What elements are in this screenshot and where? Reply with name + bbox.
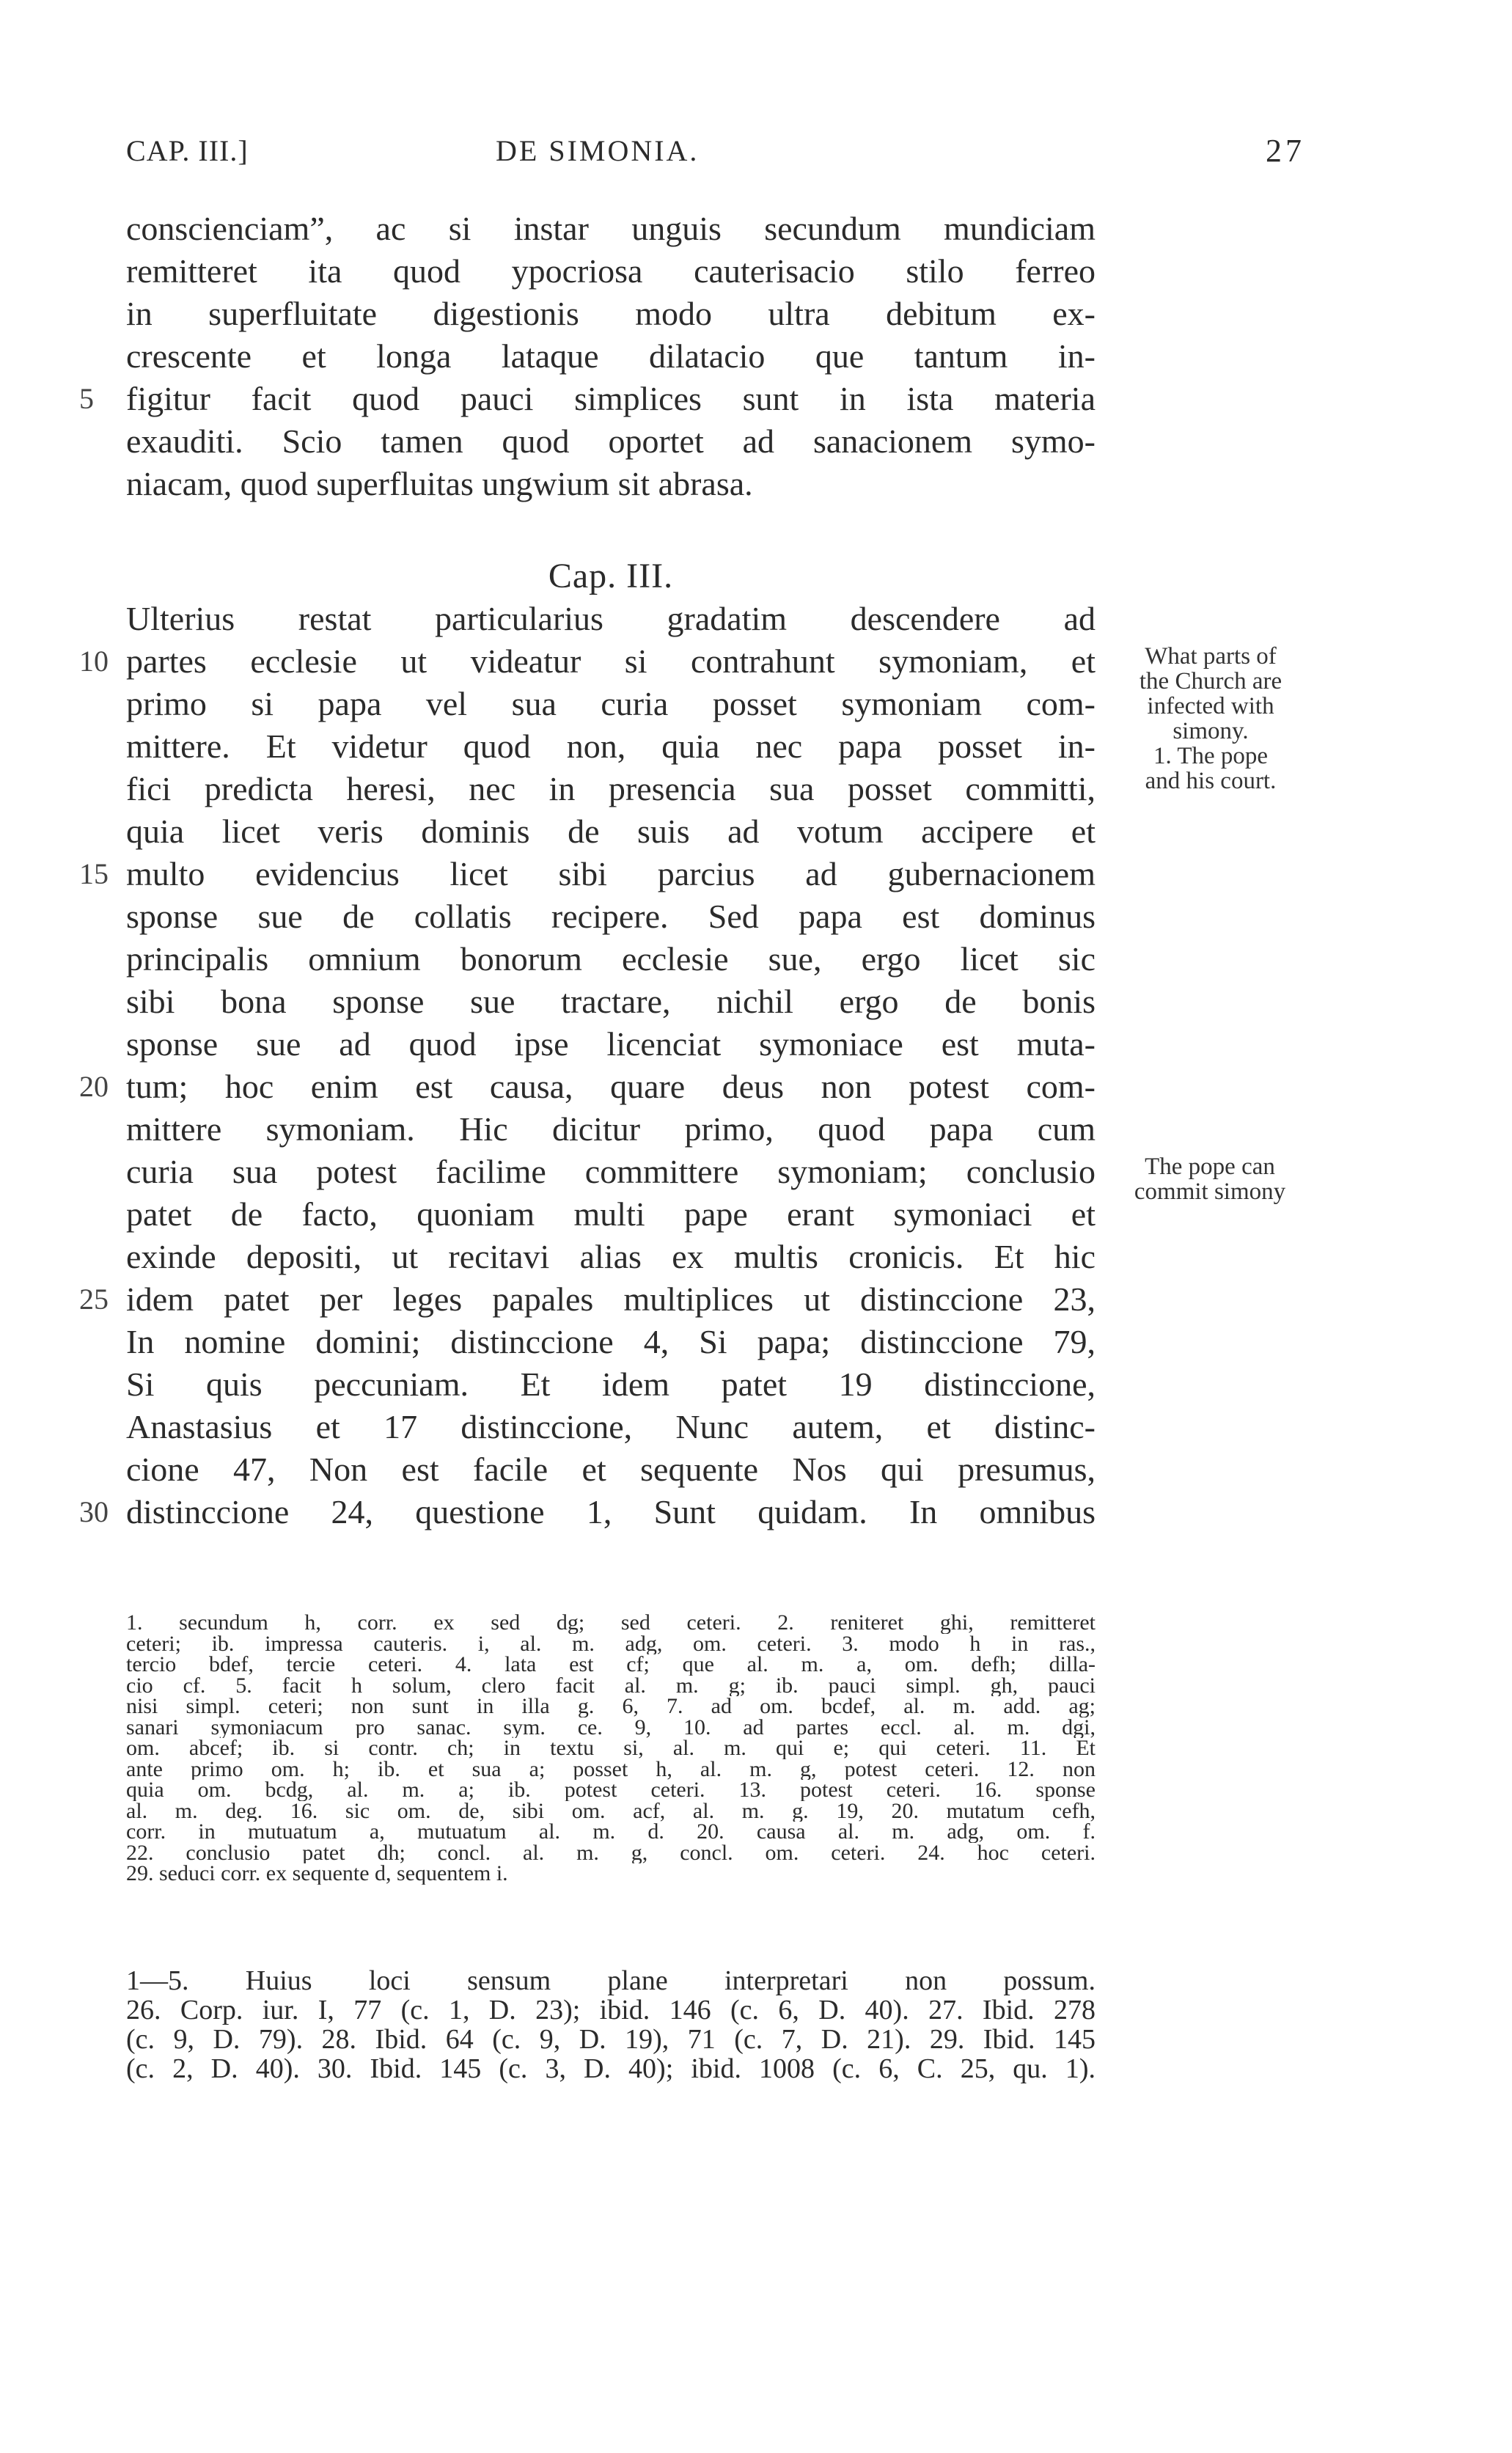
- line-text: quia licet veris dominis de suis ad votum accipere et: [126, 813, 1096, 850]
- text-line: [126, 1023, 1096, 1066]
- margin-note-line: 1. The pope: [1153, 743, 1269, 769]
- text-line: [126, 725, 1096, 768]
- line-text: In nomine domini; distinccione 4, Si papa; distinccione 79,: [126, 1323, 1096, 1360]
- margin-note-line: the Church are: [1139, 668, 1282, 694]
- text-line: [126, 1406, 1096, 1448]
- line-text: exinde depositi, ut recitavi alias ex multis cronicis. Et hic: [126, 1238, 1096, 1275]
- text-line: [126, 1108, 1096, 1151]
- margin-note-line: simony.: [1172, 718, 1249, 744]
- text-line: [126, 1236, 1096, 1278]
- text-line: [79, 1066, 1096, 1108]
- line-text: sponse sue de collatis recipere. Sed papa est dominus: [126, 898, 1096, 935]
- text-line: [126, 250, 1096, 293]
- line-text: fici predicta heresi, nec in presencia sua posset committi,: [126, 770, 1096, 807]
- line-text: exauditi. Scio tamen quod oportet ad sanacionem symo-: [126, 422, 1096, 460]
- line-number: 10: [79, 645, 109, 678]
- text-line: [126, 1363, 1096, 1406]
- line-number: 15: [79, 857, 109, 890]
- line-text: distinccione 24, questione 1, Sunt quidam. In omnibus: [126, 1493, 1096, 1530]
- margin-note-1: [1104, 644, 1317, 793]
- text-line: [79, 640, 1096, 683]
- line-text: multo evidencius licet sibi parcius ad gubernacionem: [126, 855, 1096, 892]
- text-line: [79, 853, 1096, 895]
- apparatus-line: corr. in mutuatum a, mutuatum al. m. d. 20. causa al. m. adg, om. f.: [126, 1822, 1096, 1843]
- line-number: 20: [79, 1070, 109, 1103]
- line-text: mittere. Et videtur quod non, quia nec papa posset in-: [126, 727, 1096, 765]
- text-line: [126, 420, 1096, 463]
- running-head-title: DE SIMONIA.: [496, 134, 700, 167]
- line-text: figitur facit quod pauci simplices sunt in ista materia: [126, 380, 1096, 417]
- text-line: [126, 1151, 1096, 1193]
- text-line: [126, 980, 1096, 1023]
- note-line: (c. 2, D. 40). 30. Ibid. 145 (c. 3, D. 40); ibid. 1008 (c. 6, C. 25, qu. 1).: [126, 2053, 1096, 2084]
- text-line: [126, 598, 1096, 640]
- page-number: 27: [1266, 133, 1305, 169]
- text-line: [79, 1491, 1096, 1533]
- line-text: idem patet per leges papales multiplices ut distinccione 23,: [126, 1280, 1096, 1318]
- note-line: 1—5. Huius loci sensum plane interpretari non possum.: [126, 1965, 1096, 1996]
- apparatus-line: 22. conclusio patet dh; concl. al. m. g, concl. om. ceteri. 24. hoc ceteri.: [126, 1842, 1096, 1863]
- text-line: [126, 683, 1096, 725]
- text-line: [79, 378, 1096, 420]
- line-text: principalis omnium bonorum ecclesie sue, ergo licet sic: [126, 940, 1096, 978]
- margin-note-line: infected with: [1147, 693, 1274, 719]
- line-text: Anastasius et 17 distinccione, Nunc autem, et distinc-: [126, 1408, 1096, 1445]
- line-text: Ulterius restat particularius gradatim descendere ad: [126, 600, 1096, 637]
- apparatus-line: ceteri; ib. impressa cauteris. i, al. m. adg, om. ceteri. 3. modo h in ras.,: [126, 1633, 1096, 1654]
- text-line: [79, 1278, 1096, 1321]
- previous-chapter-ending: [79, 208, 1096, 505]
- apparatus-line: sanari symoniacum pro sanac. sym. ce. 9, 10. ad partes eccl. al. m. dgi,: [126, 1717, 1096, 1738]
- apparatus-line: nisi simpl. ceteri; non sunt in illa g. 6, 7. ad om. bcdef, al. m. add. ag;: [126, 1696, 1096, 1717]
- margin-note-line: What parts of: [1145, 643, 1277, 670]
- line-number: 25: [79, 1283, 109, 1316]
- apparatus-line: om. abcef; ib. si contr. ch; in textu si, al. m. qui e; qui ceteri. 11. Et: [126, 1738, 1096, 1759]
- apparatus-line: 1. secundum h, corr. ex sed dg; sed ceteri. 2. reniteret ghi, remitteret: [126, 1613, 1096, 1634]
- line-text: partes ecclesie ut videatur si contrahunt symoniam, et: [126, 642, 1096, 680]
- line-text: in superfluitate digestionis modo ultra debitum ex-: [126, 295, 1096, 332]
- apparatus-line: 29. seduci corr. ex sequente d, sequentem i.: [126, 1863, 508, 1885]
- apparatus-line: al. m. deg. 16. sic om. de, sibi om. acf, al. m. g. 19, 20. mutatum cefh,: [126, 1800, 1096, 1822]
- line-text: conscienciam”, ac si instar unguis secundum mundiciam: [126, 210, 1096, 247]
- line-number: 5: [79, 382, 94, 415]
- text-line: [126, 293, 1096, 335]
- chapter-heading: [126, 555, 1096, 598]
- line-text: remitteret ita quod ypocriosa cauterisacio stilo ferreo: [126, 252, 1096, 290]
- margin-note-line: The pope can: [1145, 1154, 1275, 1180]
- apparatus-line: cio cf. 5. facit h solum, clero facit al. m. g; ib. pauci simpl. gh, pauci: [126, 1675, 1096, 1696]
- note-line: 26. Corp. iur. I, 77 (c. 1, D. 23); ibid. 146 (c. 6, D. 40). 27. Ibid. 278: [126, 1995, 1096, 2025]
- text-line: [126, 1193, 1096, 1236]
- text-line: [126, 208, 1096, 250]
- chapter-title: Cap. III.: [548, 557, 674, 595]
- line-text: niacam, quod superfluitas ungwium sit abrasa.: [126, 465, 753, 502]
- line-text: crescente et longa lataque dilatacio que tantum in-: [126, 337, 1096, 375]
- apparatus-line: tercio bdef, tercie ceteri. 4. lata est cf; que al. m. a, om. defh; dilla-: [126, 1654, 1096, 1676]
- text-line: [126, 810, 1096, 853]
- apparatus-line: ante primo om. h; ib. et sua a; posset h, al. m. g, potest ceteri. 12. non: [126, 1759, 1096, 1780]
- critical-apparatus: [126, 1613, 1096, 1885]
- source-notes: [126, 1966, 1096, 2083]
- line-text: mittere symoniam. Hic dicitur primo, quod papa cum: [126, 1110, 1096, 1148]
- line-text: Si quis peccuniam. Et idem patet 19 distinccione,: [126, 1365, 1096, 1403]
- running-head-chapter: CAP. III.]: [126, 134, 249, 167]
- line-text: sibi bona sponse sue tractare, nichil ergo de bonis: [126, 983, 1096, 1020]
- main-text: [79, 208, 1096, 1533]
- text-line: [126, 1448, 1096, 1491]
- line-text: cione 47, Non est facile et sequente Nos qui presumus,: [126, 1451, 1096, 1488]
- text-line: [126, 768, 1096, 810]
- margin-note-2: [1100, 1154, 1320, 1204]
- margin-note-line: commit simony: [1134, 1178, 1286, 1205]
- note-line: (c. 9, D. 79). 28. Ibid. 64 (c. 9, D. 19), 71 (c. 7, D. 21). 29. Ibid. 145: [126, 2024, 1096, 2055]
- margin-note-line: and his court.: [1145, 768, 1277, 794]
- text-line: [126, 895, 1096, 938]
- text-line: [126, 463, 1096, 505]
- text-line: [126, 938, 1096, 980]
- line-number: 30: [79, 1495, 109, 1528]
- line-text: patet de facto, quoniam multi pape erant symoniaci et: [126, 1195, 1096, 1233]
- line-text: curia sua potest facilime committere symoniam; conclusio: [126, 1153, 1096, 1190]
- line-text: primo si papa vel sua curia posset symoniam com-: [126, 685, 1096, 722]
- text-line: [126, 1321, 1096, 1363]
- line-text: tum; hoc enim est causa, quare deus non potest com-: [126, 1068, 1096, 1105]
- text-line: [126, 335, 1096, 378]
- line-text: sponse sue ad quod ipse licenciat symoniace est muta-: [126, 1025, 1096, 1063]
- apparatus-line: quia om. bcdg, al. m. a; ib. potest ceteri. 13. potest ceteri. 16. sponse: [126, 1780, 1096, 1801]
- chapter-body: [79, 598, 1096, 1533]
